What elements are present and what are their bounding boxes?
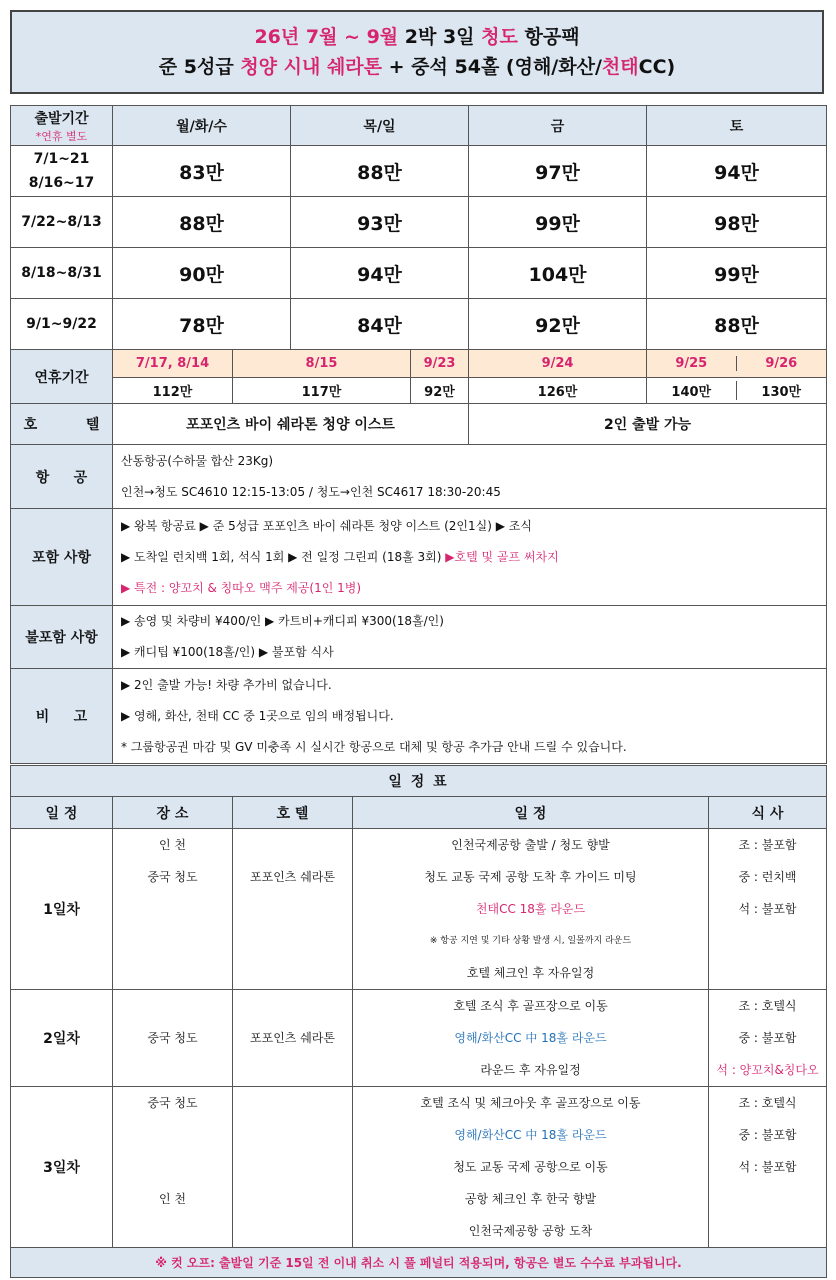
itinerary-item: 청도 교동 국제 공항 도착 후 가이드 미팅 (424, 870, 637, 884)
meal: 중 : 불포함 (738, 1128, 797, 1142)
exclude-label: 불포함 사항 (11, 606, 113, 669)
remarks-line: ▶ 2인 출발 가능! 차량 추가비 없습니다. (121, 677, 332, 692)
day-label: 2일차 (11, 990, 113, 1087)
title-line-2 (12, 50, 822, 84)
day-itinerary (353, 1087, 709, 1248)
period-cell: 7/22~8/13 (11, 197, 113, 248)
itinerary-item: 호텔 체크인 후 자유일정 (466, 966, 595, 980)
schedule-header: 장 소 (113, 797, 233, 829)
remarks-line: * 그룹항공권 마감 및 GV 미충족 시 실시간 항공으로 대체 및 항공 추가금 안내 드릴 수 있습니다. (121, 739, 627, 754)
meal: 석 : 불포함 (738, 1160, 797, 1174)
itinerary-note: ※ 항공 지연 및 기타 상황 발생 시, 일몰까지 라운드 (429, 936, 632, 946)
price-cell: 88만 (291, 146, 469, 197)
schedule-header: 일 정 (353, 797, 709, 829)
schedule-table (10, 765, 827, 1278)
price-cell: 88만 (113, 197, 291, 248)
day-header-fri: 금 (469, 106, 647, 146)
title-package: 항공팩 (517, 26, 580, 48)
day-header-sat: 토 (647, 106, 827, 146)
holiday-price: 126만 (469, 378, 647, 404)
place: 인 천 (159, 838, 186, 852)
meal: 조 : 호텔식 (738, 999, 797, 1013)
itinerary-item: 청도 교동 국제 공항으로 이동 (453, 1160, 608, 1174)
price-cell: 78만 (113, 299, 291, 350)
meal: 석 : 불포함 (738, 902, 797, 916)
meal: 조 : 불포함 (738, 838, 797, 852)
flight-detail (113, 445, 827, 509)
place: 중국 청도 (147, 1096, 198, 1110)
title-cc-highlight: 천태 (601, 56, 639, 78)
price-cell: 84만 (291, 299, 469, 350)
period-cell: 8/18~8/31 (11, 248, 113, 299)
price-row (11, 197, 827, 248)
period-text: 7/1~21 (33, 151, 90, 167)
period-cell: 9/1~9/22 (11, 299, 113, 350)
day-header-mon-wed: 월/화/수 (113, 106, 291, 146)
holiday-price: 140만 (647, 381, 737, 400)
period-text: 8/16~17 (28, 175, 95, 191)
remarks-label: 비 고 (11, 669, 113, 764)
hotel-note: 2인 출발 가능 (469, 404, 827, 445)
cutoff-notice: ※ 컷 오프: 출발일 기준 15일 전 이내 취소 시 풀 페널티 적용되며, 항공은 별도 수수료 부과됩니다. (11, 1248, 827, 1278)
exclude-line: ▶ 송영 및 차량비 ¥400/인 ▶ 카트비+캐디피 ¥300(18홀/인) (121, 614, 444, 628)
include-benefit: ▶ 특전 : 양꼬치 & 칭따오 맥주 제공(1인 1병) (121, 580, 362, 595)
price-cell: 104만 (469, 248, 647, 299)
price-cell: 92만 (469, 299, 647, 350)
schedule-day-1 (11, 829, 827, 990)
price-row (11, 146, 827, 197)
hotel-label: 호 텔 (11, 404, 113, 445)
remarks-detail (113, 669, 827, 764)
title-city: 청도 (481, 26, 518, 48)
period-cell (11, 146, 113, 197)
holiday-label: 연휴기간 (11, 350, 113, 404)
holiday-date: 9/25 (647, 356, 737, 371)
flight-schedule: 인천→청도 SC4610 12:15-13:05 / 청도→인천 SC4617 18:30-20:45 (121, 484, 501, 499)
schedule-day-2 (11, 990, 827, 1087)
price-cell: 99만 (469, 197, 647, 248)
schedule-header: 식 사 (709, 797, 827, 829)
include-detail (113, 509, 827, 606)
itinerary-item: 호텔 조식 및 체크아웃 후 골프장으로 이동 (420, 1096, 641, 1110)
exclude-line: ▶ 캐디팁 ¥100(18홀/인) ▶ 불포함 식사 (121, 645, 334, 659)
holiday-price-group (647, 378, 827, 404)
place: 중국 청도 (147, 870, 198, 884)
period-note: *연휴 별도 (35, 129, 88, 143)
day-hotel-empty (233, 1087, 353, 1248)
day-itinerary (353, 990, 709, 1087)
day-meals (709, 829, 827, 990)
day-header-thu-sun: 목/일 (291, 106, 469, 146)
exclude-detail (113, 606, 827, 669)
itinerary-item: 인천국제공항 공항 도착 (468, 1224, 593, 1238)
itinerary-item: 인천국제공항 출발 / 청도 향발 (451, 838, 610, 852)
schedule-header: 일 정 (11, 797, 113, 829)
day-label: 3일차 (11, 1087, 113, 1248)
include-surcharge: ▶호텔 및 골프 써차지 (445, 549, 559, 564)
title-golf: + 중석 54홀 (영해/화산/ (382, 56, 602, 78)
hotel-text: 포포인츠 쉐라톤 (250, 870, 335, 884)
include-meals: ▶ 도착일 런치백 1회, 석식 1회 ▶ 전 일정 그린피 (18홀 3회) (121, 549, 446, 564)
place: 인 천 (159, 1192, 186, 1206)
holiday-date: 9/23 (411, 350, 469, 378)
meal: 석 : 양꼬치&칭다오 (716, 1063, 819, 1077)
holiday-date: 9/24 (469, 350, 647, 378)
title-line-1 (12, 24, 822, 50)
hotel-name: 포포인츠 바이 쉐라톤 청양 이스트 (113, 404, 469, 445)
schedule-header: 호 텔 (233, 797, 353, 829)
period-label: 출발기간 (34, 110, 89, 127)
price-cell: 83만 (113, 146, 291, 197)
day-meals (709, 1087, 827, 1248)
price-cell: 97만 (469, 146, 647, 197)
include-label: 포함 사항 (11, 509, 113, 606)
price-cell: 99만 (647, 248, 827, 299)
itinerary-item: 영해/화산CC 中 18홀 라운드 (454, 1128, 607, 1142)
itinerary-item: 호텔 조식 후 골프장으로 이동 (453, 999, 608, 1013)
itinerary-item: 영해/화산CC 中 18홀 라운드 (454, 1031, 607, 1045)
flight-label: 항 공 (11, 445, 113, 509)
holiday-date-group (647, 350, 827, 378)
flight-airline: 산동항공(수하물 합산 23Kg) (121, 453, 274, 468)
holiday-date: 9/26 (765, 356, 798, 371)
day-places (113, 829, 233, 990)
price-row (11, 248, 827, 299)
page-title (10, 10, 824, 94)
include-line: ▶ 왕복 항공료 ▶ 준 5성급 포포인츠 바이 쉐라톤 청양 이스트 (2인1실) ▶ 조식 (121, 518, 532, 533)
period-header (11, 106, 113, 146)
title-cc-suffix: CC) (638, 56, 676, 78)
meal: 중 : 불포함 (738, 1031, 797, 1045)
title-period: 26년 7월 ~ 9월 (254, 26, 399, 48)
title-grade: 준 5성급 (158, 56, 241, 78)
price-cell: 88만 (647, 299, 827, 350)
day-itinerary (353, 829, 709, 990)
itinerary-item: 공항 체크인 후 한국 향발 (464, 1192, 597, 1206)
schedule-title: 일 정 표 (11, 766, 827, 797)
holiday-price: 112만 (113, 378, 233, 404)
title-hotel: 청양 시내 쉐라톤 (240, 56, 383, 78)
price-cell: 90만 (113, 248, 291, 299)
schedule-day-3 (11, 1087, 827, 1248)
price-row (11, 299, 827, 350)
price-cell: 94만 (291, 248, 469, 299)
price-cell: 98만 (647, 197, 827, 248)
holiday-date: 7/17, 8/14 (113, 350, 233, 378)
holiday-price: 117만 (233, 378, 411, 404)
remarks-line: ▶ 영해, 화산, 천태 CC 중 1곳으로 임의 배정됩니다. (121, 708, 394, 723)
holiday-price: 130만 (761, 385, 802, 400)
day-meals (709, 990, 827, 1087)
day-hotel (233, 829, 353, 990)
itinerary-item: 천태CC 18홀 라운드 (475, 902, 586, 916)
day-places (113, 1087, 233, 1248)
title-duration: 2박 3일 (398, 26, 482, 48)
price-cell: 94만 (647, 146, 827, 197)
holiday-price: 92만 (411, 378, 469, 404)
day-hotel: 포포인츠 쉐라톤 (233, 990, 353, 1087)
holiday-date: 8/15 (233, 350, 411, 378)
itinerary-item: 라운드 후 자유일정 (480, 1063, 581, 1077)
meal: 중 : 런치백 (738, 870, 797, 884)
day-label: 1일차 (11, 829, 113, 990)
day-place: 중국 청도 (113, 990, 233, 1087)
price-table (10, 105, 827, 764)
meal: 조 : 호텔식 (738, 1096, 797, 1110)
include-line (121, 542, 826, 573)
price-cell: 93만 (291, 197, 469, 248)
